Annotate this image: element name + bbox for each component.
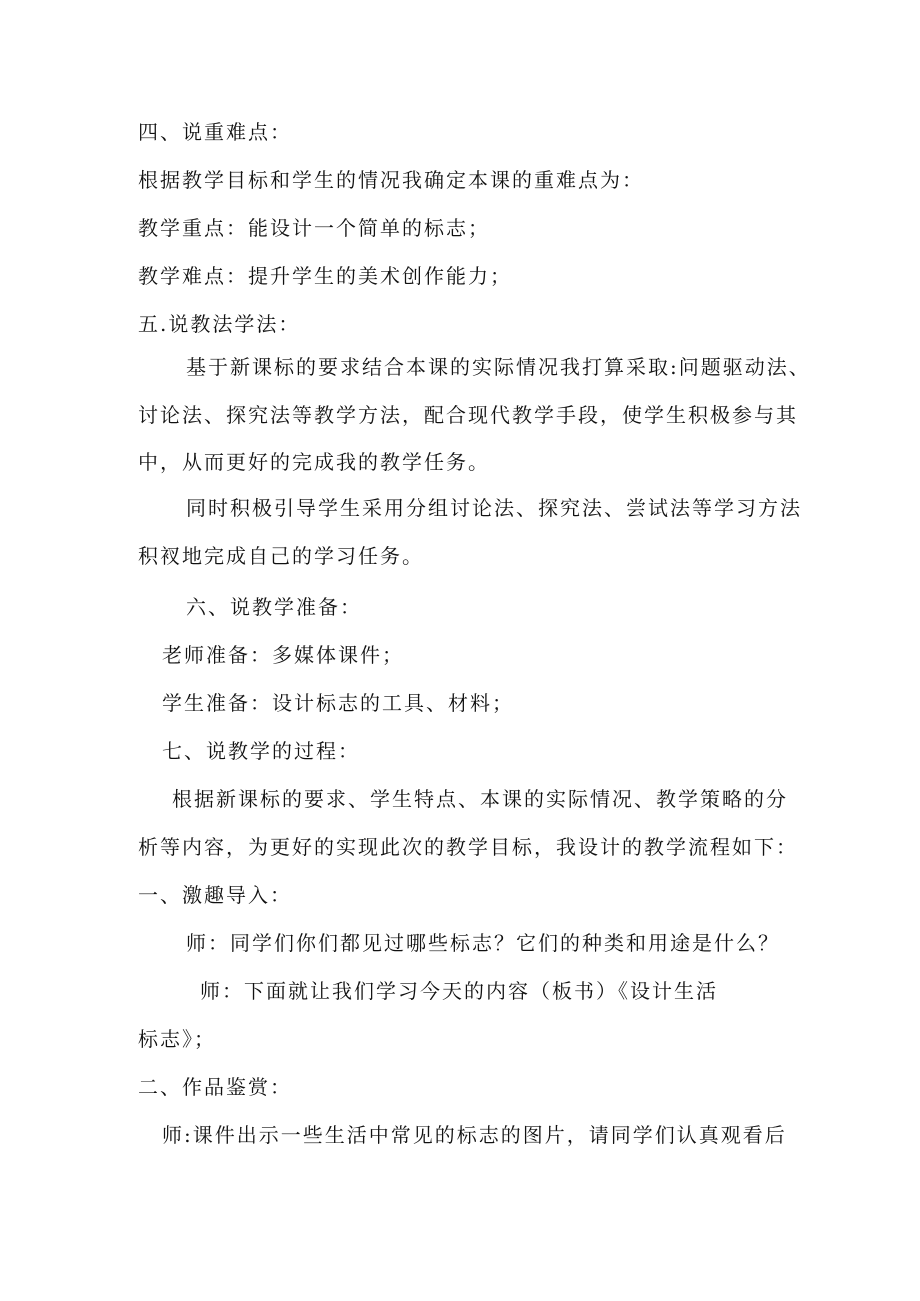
paragraph-line: 积衩地完成自己的学习任务。 bbox=[138, 544, 424, 568]
paragraph-line: 教学重点：能设计一个简单的标志； bbox=[138, 216, 490, 240]
paragraph-line: 师：下面就让我们学习今天的内容（板书）《设计生活 bbox=[200, 979, 718, 1003]
paragraph-line: 教学难点：提升学生的美术创作能力； bbox=[138, 264, 512, 288]
heading-preparation: 六、说教学准备： bbox=[186, 595, 362, 619]
paragraph-line: 老师准备：多媒体课件； bbox=[162, 643, 404, 667]
heading-methods: 五.说教法学法： bbox=[138, 312, 301, 336]
paragraph-line: 学生准备：设计标志的工具、材料； bbox=[162, 691, 514, 715]
heading-introduction: 一、激趣导入： bbox=[138, 883, 292, 907]
paragraph-line: 根据新课标的要求、学生特点、本课的实际情况、教学策略的分 bbox=[172, 787, 788, 811]
paragraph-line: 同时积极引导学生采用分组讨论法、探究法、尝试法等学习方法 bbox=[186, 496, 802, 520]
paragraph-line: 基于新课标的要求结合本课的实际情况我打算采取:问题驱动法、 bbox=[186, 355, 811, 379]
paragraph-line: 讨论法、探究法等教学方法，配合现代教学手段，使学生积极参与其 bbox=[138, 403, 798, 427]
paragraph-line: 师：同学们你们都见过哪些标志？它们的种类和用途是什么？ bbox=[186, 931, 780, 955]
heading-appreciation: 二、作品鉴赏： bbox=[138, 1075, 292, 1099]
paragraph-line: 根据教学目标和学生的情况我确定本课的重难点为： bbox=[138, 168, 644, 192]
heading-key-points: 四、说重难点： bbox=[138, 120, 292, 144]
paragraph-line: 标志》； bbox=[138, 1027, 216, 1051]
paragraph-line: 中，从而更好的完成我的教学任务。 bbox=[138, 450, 490, 474]
paragraph-line: 师:课件出示一些生活中常见的标志的图片，请同学们认真观看后 bbox=[162, 1123, 787, 1147]
heading-process: 七、说教学的过程： bbox=[162, 739, 360, 763]
paragraph-line: 析等内容，为更好的实现此次的教学目标，我设计的教学流程如下： bbox=[138, 835, 798, 859]
